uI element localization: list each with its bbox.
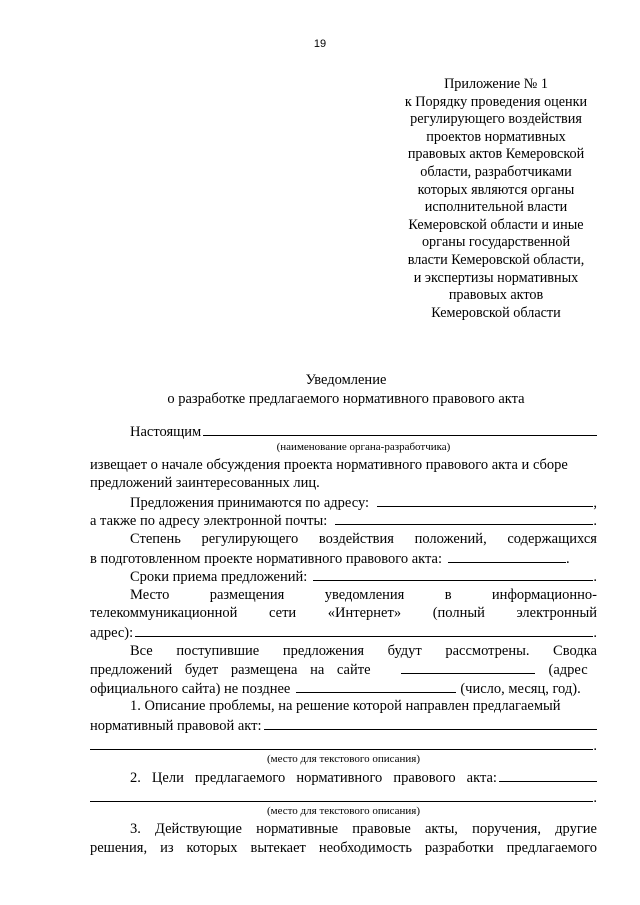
deadlines-field[interactable] xyxy=(313,567,593,581)
word: воздействия xyxy=(318,530,394,547)
address-field[interactable] xyxy=(377,493,593,507)
site-caption: (адрес xyxy=(548,662,588,679)
word: нормативные xyxy=(256,821,339,838)
document-title xyxy=(90,371,602,409)
item2-field[interactable] xyxy=(499,768,597,782)
word: (полный xyxy=(432,605,485,622)
word: необходимость xyxy=(318,839,412,856)
text-line xyxy=(90,604,597,623)
word: поручения, xyxy=(472,821,541,838)
appendix-line: которых являются органы xyxy=(417,181,575,198)
word: предлагаемого xyxy=(506,839,597,856)
text-line: 1. Описание проблемы, на решение которой направлен предлагаемый xyxy=(130,698,561,715)
word: в xyxy=(444,586,452,603)
deadlines-line xyxy=(90,567,597,586)
word: которых xyxy=(186,839,238,856)
developer-name-field[interactable] xyxy=(203,422,597,436)
item1-field-continued[interactable] xyxy=(90,735,593,750)
appendix-line: Приложение № 1 xyxy=(444,76,548,92)
appendix-line: области, разработчиками xyxy=(420,163,572,180)
punctuation: . xyxy=(593,513,597,530)
date-field[interactable] xyxy=(296,679,456,693)
text-line xyxy=(90,586,597,605)
word: Сводка xyxy=(553,642,597,659)
site-label: предложений будет размещена на сайте xyxy=(90,662,371,679)
developer-line xyxy=(90,422,597,441)
date-caption: (число, месяц, год). xyxy=(460,680,581,697)
word: 2. xyxy=(130,770,141,787)
hereby-text: Настоящим xyxy=(130,424,202,440)
text-line xyxy=(90,820,597,839)
item2-line xyxy=(90,768,597,787)
word: 3. xyxy=(130,821,141,838)
word: решения, xyxy=(90,839,148,856)
text-line: предложений заинтересованных лиц. xyxy=(90,475,320,492)
site-line xyxy=(90,660,597,679)
punctuation: . xyxy=(566,550,570,567)
text-caption: (место для текстового описания) xyxy=(266,753,421,766)
word: информационно- xyxy=(491,586,597,603)
appendix-line: к Порядку проведения оценки xyxy=(404,93,588,110)
text-caption: (место для текстового описания) xyxy=(266,805,421,818)
item1-continuation xyxy=(90,735,597,754)
site-field[interactable] xyxy=(401,660,535,674)
word: Место xyxy=(130,586,170,603)
appendix-note xyxy=(382,76,610,322)
word: акта: xyxy=(466,770,497,787)
appendix-line: Кемеровской области xyxy=(431,304,561,321)
punctuation: . xyxy=(593,737,597,754)
word: из xyxy=(160,839,174,856)
punctuation: . xyxy=(593,569,597,586)
text-line: извещает о начале обсуждения проекта нормативного правового акта и сборе xyxy=(90,456,568,473)
address-label: Предложения принимаются по адресу: xyxy=(130,494,370,511)
appendix-line: регулирующего воздействия xyxy=(410,111,582,128)
item2-words xyxy=(130,769,497,788)
word: регулирующего xyxy=(201,530,299,547)
text-line xyxy=(90,530,597,549)
word: телекоммуникационной xyxy=(90,605,238,622)
deadlines-label: Сроки приема предложений: xyxy=(130,569,308,586)
document-body xyxy=(90,422,597,857)
word: будут xyxy=(387,642,422,659)
degree-line xyxy=(90,549,597,568)
word: рассмотрены. xyxy=(445,642,530,659)
appendix-line: и экспертизы нормативных xyxy=(413,269,579,286)
appendix-line: власти Кемеровской области, xyxy=(407,251,585,268)
word: Действующие xyxy=(155,821,242,838)
date-line xyxy=(90,679,597,698)
appendix-line: органы государственной xyxy=(421,234,571,251)
word: Степень xyxy=(130,530,181,547)
date-label: официального сайта) не позднее xyxy=(90,680,291,697)
site-address-field[interactable] xyxy=(135,623,593,637)
word: электронный xyxy=(516,605,597,622)
word: положений, xyxy=(414,530,487,547)
item1-field[interactable] xyxy=(264,716,598,730)
word: предложения xyxy=(282,642,365,659)
site-address-line xyxy=(90,623,597,642)
page-number: 19 xyxy=(313,38,327,50)
degree-field[interactable] xyxy=(448,549,566,563)
word: правовые xyxy=(352,821,411,838)
site-address-label: адрес): xyxy=(90,624,134,641)
appendix-line: правовых актов xyxy=(448,287,544,304)
word: содержащихся xyxy=(507,530,597,547)
word: акты, xyxy=(424,821,458,838)
developer-caption: (наименование органа-разработчика) xyxy=(276,440,451,453)
item1-label: нормативный правовой акт: xyxy=(90,717,262,734)
item2-field-continued[interactable] xyxy=(90,787,593,802)
word: Все xyxy=(130,642,153,659)
degree-label: в подготовленном проекте нормативного правового акта: xyxy=(90,550,442,567)
word: «Интернет» xyxy=(327,605,402,622)
punctuation: . xyxy=(593,624,597,641)
item1-line xyxy=(90,716,597,735)
appendix-line: проектов нормативных xyxy=(426,128,566,145)
word: предлагаемого xyxy=(194,770,286,787)
word: размещения xyxy=(209,586,285,603)
word: разработки xyxy=(424,839,494,856)
email-label: а также по адресу электронной почты: xyxy=(90,513,328,530)
word: уведомления xyxy=(324,586,405,603)
word: правового xyxy=(393,770,456,787)
address-line xyxy=(90,493,597,512)
title-line-2: о разработке предлагаемого нормативного правового акта xyxy=(167,391,525,407)
punctuation: . xyxy=(593,789,597,806)
word: Цели xyxy=(151,770,184,787)
word: сети xyxy=(269,605,297,622)
email-field[interactable] xyxy=(335,511,593,525)
appendix-line: Кемеровской области и иные xyxy=(408,216,584,233)
text-line xyxy=(90,839,597,858)
appendix-line: правовых актов Кемеровской xyxy=(407,146,585,163)
appendix-line: исполнительной власти xyxy=(424,199,568,216)
word: поступившие xyxy=(176,642,260,659)
text-line xyxy=(90,642,597,661)
word: другие xyxy=(555,821,597,838)
word: вытекает xyxy=(250,839,306,856)
email-line xyxy=(90,511,597,530)
item2-continuation xyxy=(90,787,597,806)
word: нормативного xyxy=(296,770,383,787)
title-line-1: Уведомление xyxy=(305,372,387,388)
punctuation: , xyxy=(593,494,597,511)
